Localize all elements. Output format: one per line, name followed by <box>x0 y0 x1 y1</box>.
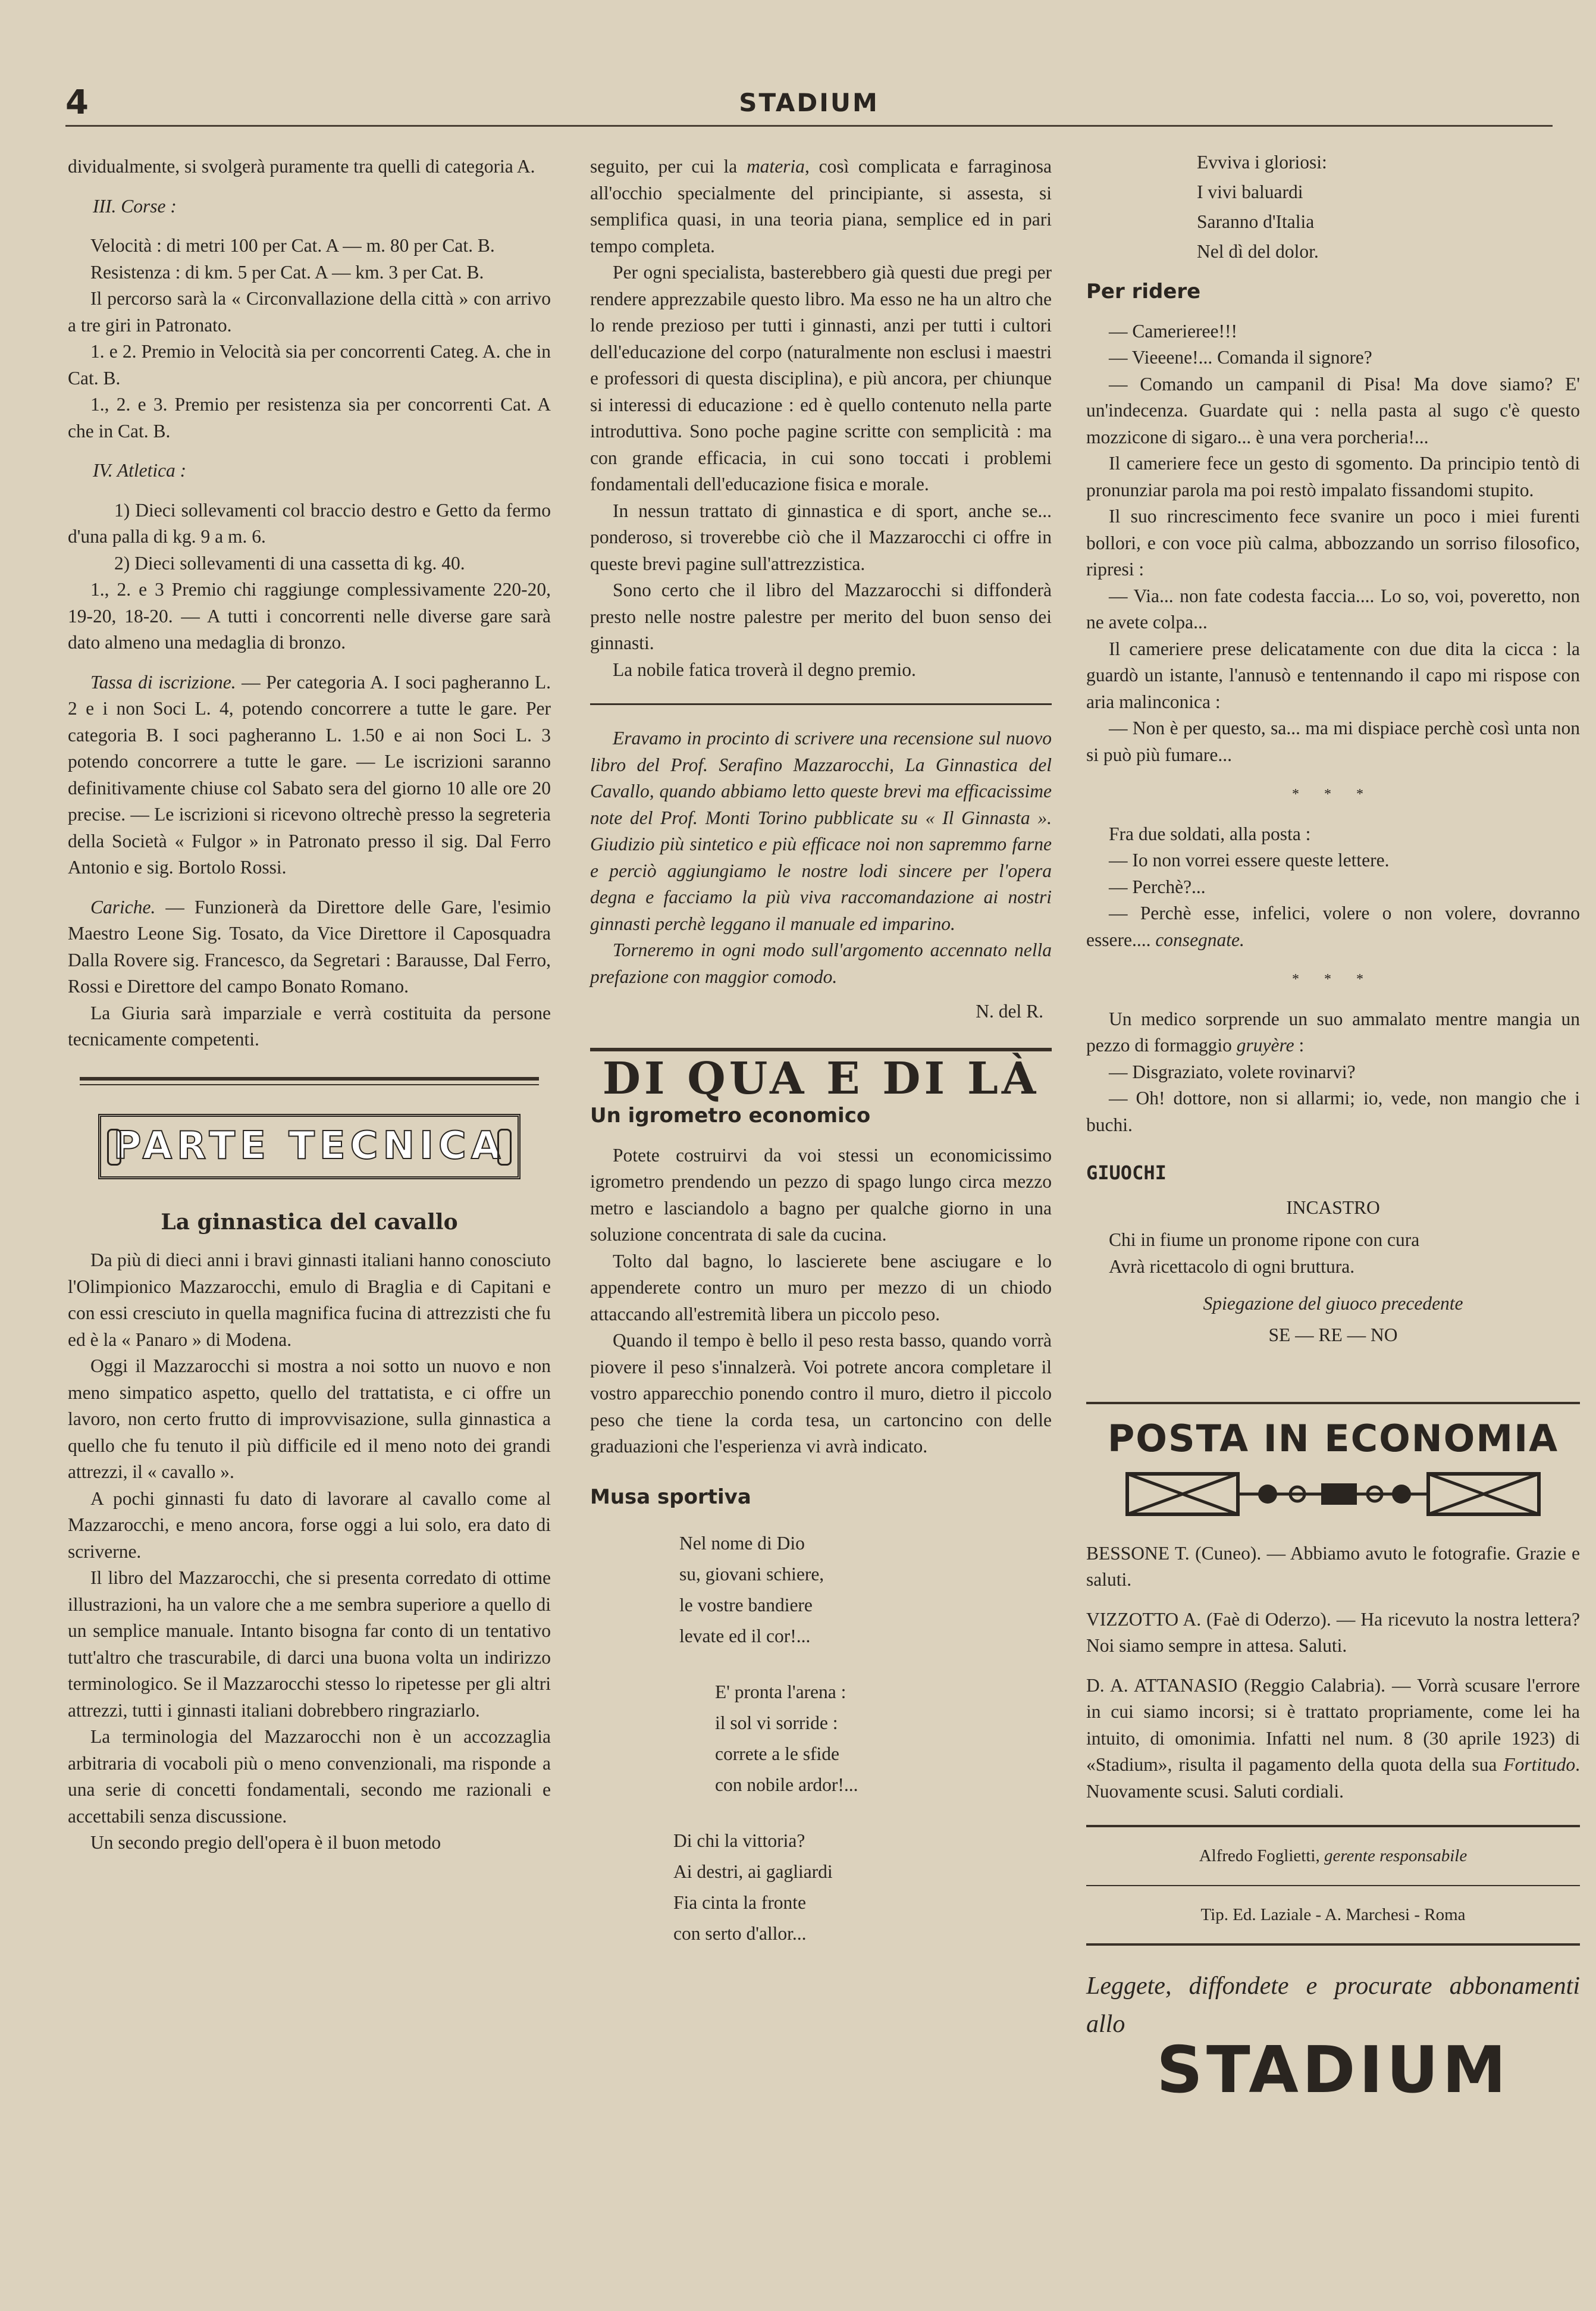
run-text: seguito, per cui la <box>590 156 747 177</box>
envelope-emblem-icon <box>1125 1468 1541 1520</box>
run-italic: gerente responsabile <box>1319 1846 1468 1865</box>
paragraph-cariche <box>68 894 551 1000</box>
giuochi-heading: GIUOCHI <box>1086 1161 1167 1184</box>
stanza <box>679 1528 1052 1652</box>
verse: Fia cinta la fronte <box>673 1892 807 1913</box>
section-title: DI QUA E DI LÀ <box>602 1053 1040 1104</box>
run-italic: gruyère <box>1236 1035 1294 1056</box>
stadium-logo: STADIUM <box>1156 2033 1510 2108</box>
run-italic: consegnate. <box>1155 929 1244 950</box>
paragraph: La terminologia del Mazzarocchi non è un accozzaglia arbitraria di vocaboli più o meno convenzionali, ma risponde a una serie di concetti fondamentali, secondo me razionali e accettabili senza discussione. <box>68 1726 551 1827</box>
paragraph: 1., 2. e 3. Premio per resistenza sia per concorrenti Cat. A che in Cat. B. <box>68 394 551 441</box>
run-text: — Per categoria A. I soci pagheranno L. 2 e i non Soci L. 4, potendo concorrere a tutte le gare. Per categoria B. I soci pagheranno L. 1.50 e ai non Soci L. 3 potendo concorrere a tutte le gare. — Le iscrizioni saranno definitivamente chiuse col Sabato sera del giorno 10 alle ore 20 precise. — Le iscrizioni si ricevono oltrechè presso la segreteria della Società « Fulgor » in Patronato presso il sig. Dal Ferro Antonio e sig. Bortolo Rossi. <box>68 671 551 878</box>
run-text: (Reggio Calabria). — Vorrà scusare l'errore in cui siamo incorsi; si è trattato propriamente, come lei ha intuito, di omonimia. Infatti nel num. 8 (30 aprile 1923) di «Stadium», risulta il pagamento della quota della sua <box>1086 1674 1580 1775</box>
verse: le vostre bandiere <box>679 1595 813 1615</box>
page-number: 4 <box>65 83 89 122</box>
column-3 <box>1086 152 1580 2108</box>
section-label-corse: III. Corse : <box>93 195 177 217</box>
poem <box>590 1528 1052 1949</box>
paragraph: — Non è per questo, sa... ma mi dispiace perchè così unta non si può più fumare... <box>1086 718 1580 765</box>
run-italic: materia <box>746 156 805 177</box>
paragraph: Il cameriere prese delicatamente con due dita la cicca : la guardò un istante, l'annusò e tentennando il capo mi rispose con aria malinconica : <box>1086 638 1580 712</box>
spiegazione-label: Spiegazione del giuoco precedente <box>1203 1293 1463 1314</box>
run-name: VIZZOTTO A. <box>1086 1608 1202 1630</box>
paragraph: — Comando un campanil di Pisa! Ma dove siamo? E' un'indecenza. Guardate qui : nella pasta al sugo c'è questo mozzicone di sigaro... è una vera porcheria!... <box>1086 373 1580 447</box>
verse: Ai destri, ai gagliardi <box>673 1861 833 1882</box>
paragraph: 2) Dieci sollevamenti di una cassetta di kg. 40. <box>114 552 465 574</box>
paragraph <box>1086 1006 1580 1059</box>
paragraph: Resistenza : di km. 5 per Cat. A — km. 3 per Cat. B. <box>90 261 484 283</box>
verse: Nel nome di Dio <box>679 1533 805 1554</box>
separator-stars: * * * <box>1292 972 1374 987</box>
divider <box>1086 1825 1580 1827</box>
paragraph: Per ogni specialista, basterebbero già questi due pregi per rendere apprezzabile questo libro. Ma esso ne ha un altro che lo rende prezioso per tutti i ginnasti, anzi per tutti i cultori dell'educazione del corpo (naturalmente non esclusi i maestri e professori di questa disciplina), e più ancora, per chiunque si interessi di educazione : ed è quello contenuto nella parte introduttiva. Sono poche pagine scritte con semplicità : ma con grande efficacia, in cui sono toccati i problemi fondamentali dell'educazione fisica e morale. <box>590 262 1052 494</box>
verse: correte a le sfide <box>715 1743 839 1764</box>
subheading: Un igrometro economico <box>590 1104 871 1128</box>
paragraph: — Oh! dottore, non si allarmi; io, vede, non mangio che i buchi. <box>1086 1088 1580 1135</box>
page-header <box>65 83 1553 127</box>
paragraph: Chi in fiume un pronome ripone con cura <box>1109 1229 1420 1250</box>
divider <box>590 703 1052 705</box>
stanza <box>673 1825 1052 1949</box>
paragraph: Potete costruirvi da voi stessi un economicissimo igrometro prendendo un pezzo di spago lungo circa mezzo metro e lasciandolo a bagno per qualche giorno in una soluzione concentrata di sale da cucina. <box>590 1144 1052 1245</box>
paragraph: Il suo rincrescimento fece svanire un poco i miei furenti bollori, e con voce più calma, abbozzando un sorriso filosofico, ripresi : <box>1086 506 1580 580</box>
column-2 <box>590 154 1052 1974</box>
section-divider <box>80 1077 539 1085</box>
column-1 <box>68 154 551 1856</box>
paragraph: Il libro del Mazzarocchi, che si presenta corredato di ottime illustrazioni, ha un valore che a me sembra superiore a quello di un semplice manuale. Intanto bisogna far conto di un tentativo tutt'altro che trascurabile, di darci una buona volta un indirizzo terminologico. Se il Mazzarocchi stesso lo ripetesse per gli altri attrezzi, tutti i ginnasti italiani dobrebbero ringraziarlo. <box>68 1567 551 1721</box>
paragraph: — Disgraziato, volete rovinarvi? <box>1109 1061 1356 1082</box>
paragraph: dividualmente, si svolgerà puramente tra quelli di categoria A. <box>68 156 535 177</box>
parte-tecnica-banner: PARTE TECNICA <box>98 1114 520 1179</box>
running-title: STADIUM <box>739 88 879 117</box>
run-text: : <box>1294 1035 1305 1056</box>
paragraph: — Via... non fate codesta faccia.... Lo so, voi, poveretto, non ne avete colpa... <box>1086 585 1580 632</box>
paragraph: — Perchè?... <box>1109 876 1206 897</box>
paragraph: Da più di dieci anni i bravi ginnasti italiani hanno conosciuto l'Olimpionico Mazzarocchi, emulo di Braglia e di Capitani e con essi cresciuto in quella magnifica fucina di attrezzisti che fu ed è la « Panaro » di Modena. <box>68 1250 551 1350</box>
paragraph: — Vieeene!... Comanda il signore? <box>1109 347 1372 368</box>
promo-text: Leggete, diffondete e procurate abbonamenti allo <box>1086 1972 1580 2038</box>
editor-signature: N. del R. <box>976 1001 1043 1022</box>
paragraph: 1. e 2. Premio in Velocità sia per concorrenti Categ. A. che in Cat. B. <box>68 341 551 389</box>
run-text: (Faè di Oderzo). — Ha ricevuto la nostra lettera? Noi siamo sempre in attesa. Saluti. <box>1086 1608 1580 1656</box>
run-text: Un medico sorprende un suo ammalato mentre mangia un pezzo di formaggio <box>1086 1008 1580 1056</box>
verse: su, giovani schiere, <box>679 1564 824 1584</box>
separator-stars: * * * <box>1292 787 1374 802</box>
verse: I vivi baluardi <box>1197 181 1303 202</box>
paragraph: Torneremo in ogni modo sull'argomento accennato nella prefazione con maggior comodo. <box>590 940 1052 987</box>
divider <box>1086 1943 1580 1946</box>
verse: Saranno d'Italia <box>1197 211 1315 232</box>
run-label: Cariche. <box>90 896 156 917</box>
run-text: — Perchè esse, infelici, volere o non volere, dovranno essere.... <box>1086 903 1580 950</box>
section-label-atletica: IV. Atletica : <box>93 460 187 481</box>
poem-ending <box>1086 148 1580 267</box>
paragraph: — Io non vorrei essere queste lettere. <box>1109 850 1390 870</box>
verse: con nobile ardor!... <box>715 1774 858 1795</box>
run-text: (Cuneo). — Abbiamo avuto le fotografie. Grazie e saluti. <box>1086 1542 1580 1590</box>
run-name: Alfredo Foglietti, <box>1199 1846 1320 1865</box>
verse: E' pronta l'arena : <box>715 1681 846 1702</box>
paragraph: Velocità : di metri 100 per Cat. A — m. 80 per Cat. B. <box>90 235 495 256</box>
divider <box>1086 1885 1580 1886</box>
run-name: D. A. ATTANASIO <box>1086 1674 1238 1696</box>
paragraph: — Camerieree!!! <box>1109 320 1237 342</box>
verse: Nel dì del dolor. <box>1197 241 1319 262</box>
posta-heading: POSTA IN ECONOMIA <box>1107 1417 1559 1460</box>
paragraph: Eravamo in procinto di scrivere una recensione sul nuovo libro del Prof. Serafino Mazzarocchi, La Ginnastica del Cavallo, quando abbiamo letto queste brevi ma efficacissime note del Prof. Monti Torino pubblicate su « Il Ginnasta ». Giudizio più sintetico e più efficace noi non sapremmo farne e perciò aggiungiamo le nostre lodi sincere per l'opera degna e facciamo la più viva raccomandazione ai nostri ginnasti perchè leggano il manuale ed imparino. <box>590 728 1052 934</box>
run-label: Tassa di iscrizione. <box>90 671 236 693</box>
paragraph: Il cameriere fece un gesto di sgomento. Da principio tentò di pronunziar parola ma poi restò impalato fissandomi stupito. <box>1086 453 1580 500</box>
verse: Evviva i gloriosi: <box>1197 152 1327 173</box>
paragraph: 1) Dieci sollevamenti col braccio destro e Getto da fermo d'una palla di kg. 9 a m. 6. <box>68 499 551 547</box>
paragraph: La Giuria sarà imparziale e verrà costituita da persone tecnicamente competenti. <box>68 1002 551 1050</box>
gerente-line <box>1086 1843 1580 1870</box>
paragraph: Quando il tempo è bello il peso resta basso, quando vorrà piovere il peso s'innalzerà. Voi potrete ancora completare il vostro apparecchio ponendo contro il muro, dietro il piccolo peso che tiene la corda tesa, un cartoncino con delle graduazioni che l'esperienza vi avrà indicato. <box>590 1330 1052 1457</box>
run-text: — Funzionerà da Direttore delle Gare, l'esimio Maestro Leone Sig. Tosato, da Vice Direttore il Caposquadra Dalla Rovere sig. Francesco, da Segretari : Barausse, Dal Ferro, Rossi e Direttore del campo Bonato Romano. <box>68 896 551 997</box>
run-italic: Fortitudo <box>1503 1754 1576 1775</box>
paragraph: Un secondo pregio dell'opera è il buon metodo <box>90 1832 441 1853</box>
run-name: BESSONE T. <box>1086 1542 1190 1564</box>
verse: il sol vi sorride : <box>715 1712 838 1733</box>
tipografia-line: Tip. Ed. Laziale - A. Marchesi - Roma <box>1200 1905 1466 1924</box>
verse: con serto d'allor... <box>673 1923 807 1944</box>
paragraph: Il percorso sarà la « Circonvallazione della città » con arrivo a tre giri in Patronato. <box>68 288 551 336</box>
verse: levate ed il cor!... <box>679 1626 811 1646</box>
posta-entry <box>1086 1673 1580 1805</box>
paragraph: Oggi il Mazzarocchi si mostra a noi sotto un nuovo e non meno simpatico aspetto, quello del trattatista, e ci offre un lavoro, non certo frutto di improvvisazione, sulla ginnastica a quello che fu tenuto il più difficile ed il meno noto dei grandi attrezzi, il « cavallo ». <box>68 1355 551 1482</box>
paragraph: In nessun trattato di ginnastica e di sport, anche se... ponderoso, si troverebbe ciò che il Mazzarocchi ci offre in queste brevi pagine sull'attrezzistica. <box>590 500 1052 574</box>
paragraph: A pochi ginnasti fu dato di lavorare al cavallo come al Mazzarocchi, e meno ancora, forse oggi a lui solo, era dato di scriverne. <box>68 1488 551 1562</box>
solution: SE — RE — NO <box>1268 1324 1398 1345</box>
subheading: Per ridere <box>1086 280 1201 303</box>
paragraph: 1., 2. e 3 Premio chi raggiunge complessivamente 220-20, 19-20, 18-20. — A tutti i concorrenti nelle diverse gare sarà dato almeno una medaglia di bronzo. <box>68 579 551 653</box>
editor-note <box>590 725 1052 990</box>
section-divider <box>1086 1402 1580 1404</box>
subheading: Musa sportiva <box>590 1485 751 1509</box>
paragraph: Fra due soldati, alla posta : <box>1109 823 1311 844</box>
paragraph-tassa <box>68 669 551 881</box>
paragraph <box>590 154 1052 259</box>
verse: Di chi la vittoria? <box>673 1830 805 1851</box>
posta-entry <box>1086 1607 1580 1659</box>
article-title: La ginnastica del cavallo <box>161 1209 458 1235</box>
paragraph: Sono certo che il libro del Mazzarocchi si diffonderà presto nelle nostre palestre per merito del buon senso dei ginnasti. <box>590 580 1052 653</box>
paragraph: Avrà ricettacolo di ogni bruttura. <box>1109 1255 1355 1277</box>
section-divider <box>590 1048 1052 1051</box>
posta-entry <box>1086 1540 1580 1593</box>
paragraph: Tolto dal bagno, lo lascierete bene asciugare e lo appenderete contro un muro per mezzo di un chiodo attaccando all'estremità libera un piccolo peso. <box>590 1250 1052 1324</box>
incastro-heading: INCASTRO <box>1286 1197 1380 1218</box>
run-text: . Nuovamente scusi. Saluti cordiali. <box>1086 1754 1580 1802</box>
paragraph: La nobile fatica troverà il degno premio. <box>613 659 916 680</box>
run-text: , così complicata e farraginosa all'occhio specialmente del principiante, si assesta, si semplifica quasi, in una teoria piana, semplice ed in pari tempo completa. <box>590 156 1052 256</box>
stanza <box>679 1677 1052 1800</box>
paragraph <box>1086 900 1580 953</box>
